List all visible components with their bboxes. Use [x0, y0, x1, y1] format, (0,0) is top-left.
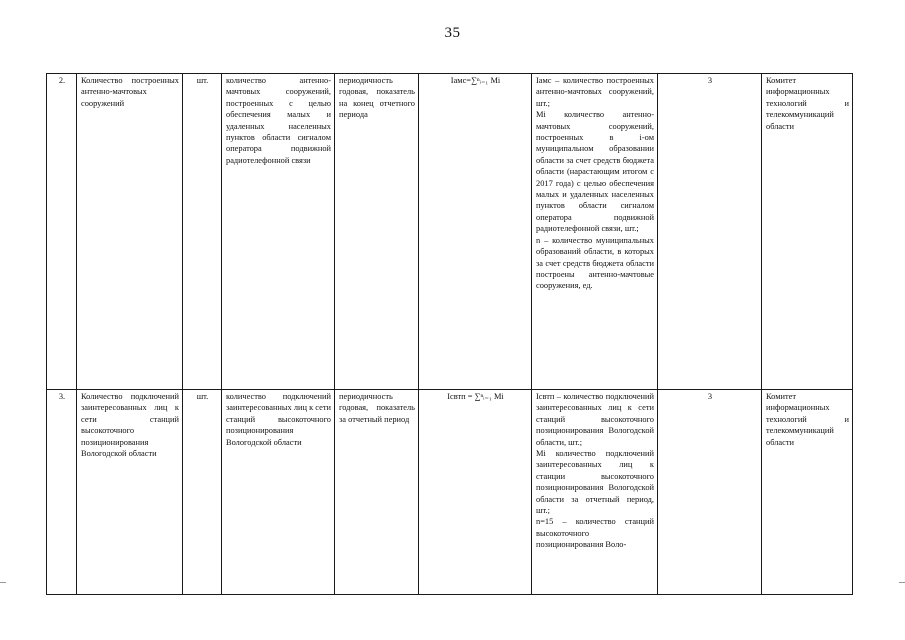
- parameter-line: Iсвтп – количество подключений заинтересованных лиц к сети станций высокоточного позиционирования Вологодской области, шт.;: [536, 392, 654, 447]
- responsible-cell: Комитет информационных технологий и телекоммуникаций области: [762, 74, 853, 390]
- unit-cell: шт.: [183, 390, 222, 595]
- parameter-line: Iамс – количество построенных антенно-мачтовых сооружений, шт.;: [536, 76, 654, 108]
- value-cell: 3: [658, 390, 762, 595]
- indicator-name: Количество построенных антенно-мачтовых сооружений: [77, 74, 183, 390]
- parameters-cell: [532, 390, 658, 595]
- periodicity-cell: периодичность годовая, показатель за отчетный период: [335, 390, 419, 595]
- parameter-line: Mi количество антенно-мачтовых сооружений, построенных в i-ом муниципальном образовании области за счет средств бюджета области (нарастающим итогом с 2017 года) с целью обеспечения малых и удаленных населенных пунктов области сигналом оператора подвижной радиотелефонной связи, шт.;: [536, 110, 654, 234]
- indicator-name: Количество подключений заинтересованных лиц к сети станций высокоточного позиционирования Вологодской области: [77, 390, 183, 595]
- table-row: [47, 390, 853, 595]
- responsible-cell: Комитет информационных технологий и телекоммуникаций области: [762, 390, 853, 595]
- scan-edge-mark: [0, 582, 6, 583]
- unit-cell: шт.: [183, 74, 222, 390]
- definition-cell: количество подключений заинтересованных лиц к сети станций высокоточного позиционирования Вологодской области: [222, 390, 335, 595]
- parameter-line: Mi количество подключений заинтересованных лиц к станции высокоточного позиционирования Вологодской области за отчетный период, шт.;: [536, 449, 654, 516]
- indicator-table: [46, 73, 853, 595]
- parameters-cell: [532, 74, 658, 390]
- value-cell: 3: [658, 74, 762, 390]
- definition-cell: количество антенно-мачтовых сооружений, построенных с целью обеспечения малых и удаленных населенных пунктов области сигналом оператора подвижной радиотелефонной связи: [222, 74, 335, 390]
- parameter-line: n – количество муниципальных образований области, в которых за счет средств бюджета области построены антенно-мачтовые сооружения, ед.: [536, 235, 654, 291]
- row-number: 3.: [47, 390, 77, 595]
- row-number: 2.: [47, 74, 77, 390]
- parameter-line: n=15 – количество станций высокоточного позиционирования Воло-: [536, 517, 654, 550]
- formula-cell: Iамс=∑ⁿᵢ₌₁ Mi: [419, 74, 532, 390]
- formula-cell: Iсвтп = ∑ⁿᵢ₌₁ Mi: [419, 390, 532, 595]
- periodicity-cell: периодичность годовая, показатель на конец отчетного периода: [335, 74, 419, 390]
- scan-edge-mark: [899, 582, 905, 583]
- table-row: [47, 74, 853, 390]
- page-number: 35: [444, 25, 461, 41]
